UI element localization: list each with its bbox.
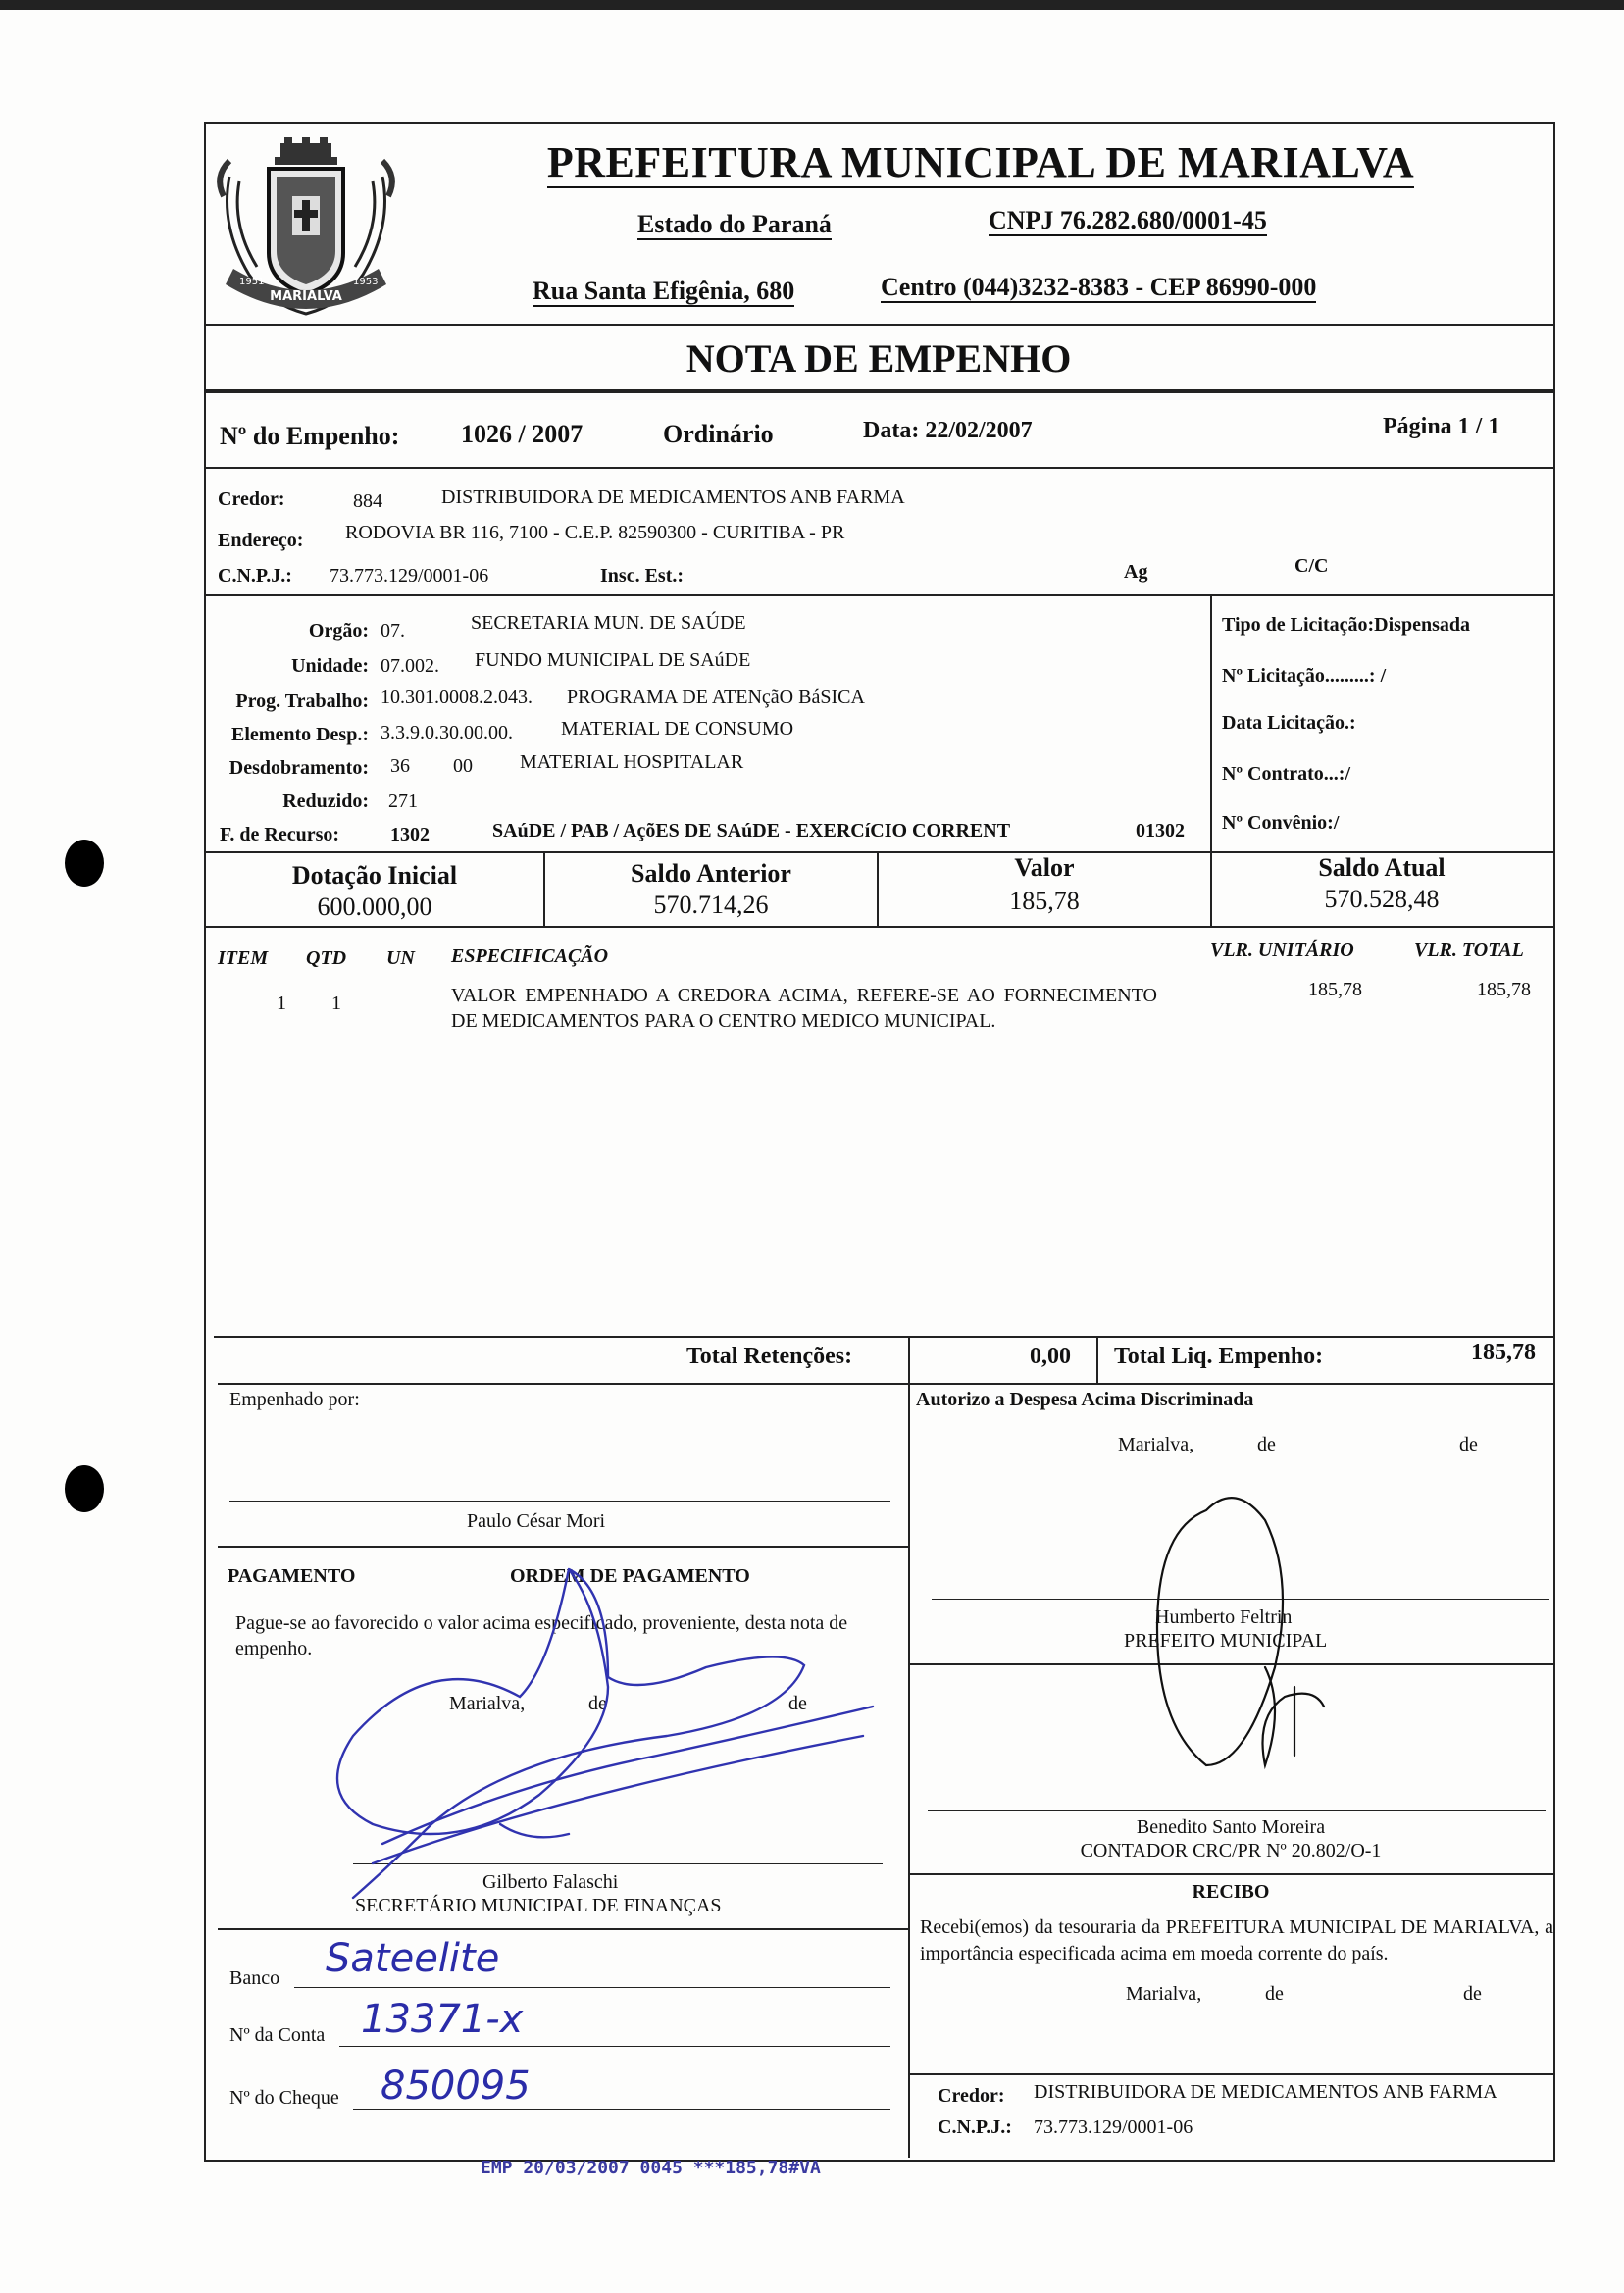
cheque-line xyxy=(353,2109,890,2110)
saldo-anterior-label: Saldo Anterior xyxy=(631,859,791,888)
valor-value: 185,78 xyxy=(1009,887,1080,915)
empenho-label: Nº do Empenho: xyxy=(220,422,400,450)
data-licitacao: Data Licitação.: xyxy=(1222,712,1356,734)
desdobramento-name: MATERIAL HOSPITALAR xyxy=(520,751,744,773)
svg-text:1953: 1953 xyxy=(353,277,379,287)
divider xyxy=(908,1383,910,2158)
autorizo-de-1: de xyxy=(1257,1434,1276,1455)
divider xyxy=(204,594,1553,596)
divider xyxy=(218,1383,1553,1385)
document-title: NOTA DE EMPENHO xyxy=(685,336,1072,381)
pagamento-de-2: de xyxy=(788,1693,807,1714)
divider xyxy=(214,1336,1553,1338)
numero-contrato: Nº Contrato...:/ xyxy=(1222,763,1351,785)
endereco-value: RODOVIA BR 116, 7100 - C.E.P. 82590300 - CURITIBA - PR xyxy=(345,522,845,543)
item-number: 1 xyxy=(277,993,286,1014)
saldo-atual-label: Saldo Atual xyxy=(1318,853,1446,882)
dotacao-inicial-label: Dotação Inicial xyxy=(291,861,458,890)
divider xyxy=(204,389,1553,393)
total-retencoes-value: 0,00 xyxy=(1030,1344,1071,1369)
dotacao-inicial-value: 600.000,00 xyxy=(317,892,432,921)
conta-corrente-label: C/C xyxy=(1294,555,1329,577)
cheque-handwritten: 850095 xyxy=(381,2064,531,2109)
insc-est-label: Insc. Est.: xyxy=(600,565,685,586)
items-header-unit: VLR. UNITÁRIO xyxy=(1210,940,1354,961)
elemento-name: MATERIAL DE CONSUMO xyxy=(561,718,794,739)
total-liquido-label: Total Liq. Empenho: xyxy=(1114,1344,1324,1369)
recibo-de-2: de xyxy=(1463,1983,1482,2005)
fonte-recurso-label: F. de Recurso: xyxy=(220,824,340,845)
item-unit-value: 185,78 xyxy=(1308,979,1362,1000)
divider xyxy=(218,1928,908,1930)
recibo-de-1: de xyxy=(1265,1983,1284,2005)
prog-trabalho-label: Prog. Trabalho: xyxy=(235,690,369,712)
orgao-code: 07. xyxy=(381,620,405,641)
autorizo-city: Marialva, xyxy=(1118,1434,1194,1455)
saldo-atual-value: 570.528,48 xyxy=(1324,885,1440,913)
punch-hole xyxy=(65,1465,104,1512)
items-header-total: VLR. TOTAL xyxy=(1414,940,1524,961)
coat-of-arms-icon xyxy=(210,137,402,333)
cnpj-credor-label: C.N.P.J.: xyxy=(218,565,292,586)
municipal-seal xyxy=(210,137,402,333)
recibo-city: Marialva, xyxy=(1126,1983,1202,2005)
signature-line xyxy=(928,1810,1546,1811)
autorizo-label: Autorizo a Despesa Acima Discriminada xyxy=(916,1389,1254,1410)
item-qtd: 1 xyxy=(331,993,341,1014)
pagamento-city: Marialva, xyxy=(449,1693,526,1714)
banco-label: Banco xyxy=(229,1967,280,1989)
unidade-label: Unidade: xyxy=(291,655,369,677)
address-label: Rua Santa Efigênia, 680 xyxy=(533,277,795,305)
contact-label: Centro (044)3232-8383 - CEP 86990-000 xyxy=(881,273,1317,301)
pagamento-text: Pague-se ao favorecido o valor acima especificado, proveniente, desta nota de empenho. xyxy=(235,1612,848,1659)
tipo-licitacao: Tipo de Licitação:Dispensada xyxy=(1222,614,1470,636)
empenho-type: Ordinário xyxy=(663,420,774,448)
pagamento-label: PAGAMENTO xyxy=(228,1565,356,1587)
endereco-label: Endereço: xyxy=(218,530,304,551)
reduzido-label: Reduzido: xyxy=(282,790,369,812)
conta-label: Nº da Conta xyxy=(229,2024,326,2046)
orgao-name: SECRETARIA MUN. DE SAÚDE xyxy=(471,612,746,634)
divider xyxy=(908,2073,1553,2075)
secretario-signature xyxy=(314,1550,902,1922)
empenho-number: 1026 / 2007 xyxy=(461,420,584,448)
empenhado-por-name: Paulo César Mori xyxy=(467,1510,606,1532)
scan-edge xyxy=(0,0,1624,10)
pagamento-de-1: de xyxy=(588,1693,607,1714)
recibo-credor-name: DISTRIBUIDORA DE MEDICAMENTOS ANB FARMA xyxy=(1034,2081,1497,2103)
unidade-code: 07.002. xyxy=(381,655,439,677)
cheque-label: Nº do Cheque xyxy=(229,2087,339,2109)
total-liquido-value: 185,78 xyxy=(1471,1340,1536,1365)
desdobramento-label: Desdobramento: xyxy=(228,757,369,779)
saldo-anterior-value: 570.714,26 xyxy=(653,891,769,919)
empenhado-por-label: Empenhado por: xyxy=(229,1389,360,1410)
cnpj-credor-value: 73.773.129/0001-06 xyxy=(330,565,489,586)
numero-convenio: Nº Convênio:/ xyxy=(1222,812,1340,834)
recibo-label: RECIBO xyxy=(1192,1881,1270,1903)
reduzido-value: 271 xyxy=(388,790,418,812)
page-number: Página 1 / 1 xyxy=(1383,414,1500,439)
unidade-name: FUNDO MUNICIPAL DE SAúDE xyxy=(475,649,751,671)
prefeito-role: PREFEITO MUNICIPAL xyxy=(1124,1630,1328,1652)
svg-text:MARIALVA: MARIALVA xyxy=(270,289,342,304)
ordem-pagamento-label: ORDEM DE PAGAMENTO xyxy=(510,1565,750,1587)
conta-handwritten: 13371-x xyxy=(361,1997,524,2042)
agencia-label: Ag xyxy=(1124,561,1148,583)
divider xyxy=(204,926,1553,928)
conta-line xyxy=(339,2046,890,2047)
credor-label: Credor: xyxy=(218,488,285,510)
contador-name: Benedito Santo Moreira xyxy=(1136,1816,1326,1838)
credor-name: DISTRIBUIDORA DE MEDICAMENTOS ANB FARMA xyxy=(441,486,905,508)
cnpj-label: CNPJ 76.282.680/0001-45 xyxy=(989,206,1267,234)
divider xyxy=(1096,1336,1098,1383)
signature-line xyxy=(229,1501,890,1502)
secretario-role: SECRETÁRIO MUNICIPAL DE FINANÇAS xyxy=(355,1895,722,1916)
fonte-recurso-number: 01302 xyxy=(1136,820,1185,841)
fonte-recurso-code: 1302 xyxy=(390,824,430,845)
divider xyxy=(908,1336,910,1383)
items-header-item: ITEM xyxy=(218,947,269,969)
recibo-credor-label: Credor: xyxy=(938,2085,1005,2107)
divider xyxy=(218,1546,908,1548)
recibo-cnpj-value: 73.773.129/0001-06 xyxy=(1034,2116,1193,2138)
banco-line xyxy=(294,1987,890,1988)
divider xyxy=(204,324,1553,326)
desdobramento-code: 36 xyxy=(390,755,410,777)
divider xyxy=(204,467,1553,469)
prog-trabalho-code: 10.301.0008.2.043. xyxy=(381,687,533,708)
payment-stamp: EMP 20/03/2007 0045 ***185,78#VA xyxy=(481,2158,821,2178)
orgao-label: Orgão: xyxy=(308,620,369,641)
items-header-spec: ESPECIFICAÇÃO xyxy=(451,945,609,967)
divider xyxy=(1210,594,1212,853)
desdobramento-subcode: 00 xyxy=(453,755,473,777)
prefeito-signature xyxy=(1118,1471,1353,1785)
recibo-cnpj-label: C.N.P.J.: xyxy=(938,2116,1012,2138)
svg-text:1951: 1951 xyxy=(239,277,265,287)
valor-label: Valor xyxy=(1014,853,1075,882)
page-title: PREFEITURA MUNICIPAL DE MARIALVA xyxy=(546,138,1415,186)
elemento-code: 3.3.9.0.30.00.00. xyxy=(381,722,513,743)
item-total-value: 185,78 xyxy=(1477,979,1531,1000)
punch-hole xyxy=(65,840,104,887)
credor-code: 884 xyxy=(353,490,382,512)
autorizo-de-2: de xyxy=(1459,1434,1478,1455)
state-label: Estado do Paraná xyxy=(637,210,832,238)
secretario-name: Gilberto Falaschi xyxy=(482,1871,619,1893)
prog-trabalho-name: PROGRAMA DE ATENçãO BáSICA xyxy=(567,687,865,708)
numero-licitacao: Nº Licitação.........: / xyxy=(1222,665,1387,687)
divider xyxy=(908,1873,1553,1875)
total-retencoes-label: Total Retenções: xyxy=(686,1344,853,1369)
item-specification: VALOR EMPENHADO A CREDORA ACIMA, REFERE-SE AO FORNECIMENTO DE MEDICAMENTOS PARA O CENTRO MEDICO MUNICIPAL. xyxy=(451,985,1157,1032)
empenho-date: Data: 22/02/2007 xyxy=(863,418,1033,443)
elemento-label: Elemento Desp.: xyxy=(231,724,369,745)
items-header-qtd: QTD xyxy=(306,947,347,969)
prefeito-name: Humberto Feltrin xyxy=(1155,1606,1293,1628)
recibo-text: Recebi(emos) da tesouraria da PREFEITURA MUNICIPAL DE MARIALVA, a importância especificada acima em moeda corrente do país. xyxy=(920,1916,1553,1964)
fonte-recurso-name: SAúDE / PAB / AçõES DE SAúDE - EXERCíCIO CORRENT xyxy=(492,820,1011,841)
banco-handwritten: Sateelite xyxy=(326,1936,500,1981)
items-header-un: UN xyxy=(386,947,415,969)
contador-role: CONTADOR CRC/PR Nº 20.802/O-1 xyxy=(1080,1840,1382,1861)
